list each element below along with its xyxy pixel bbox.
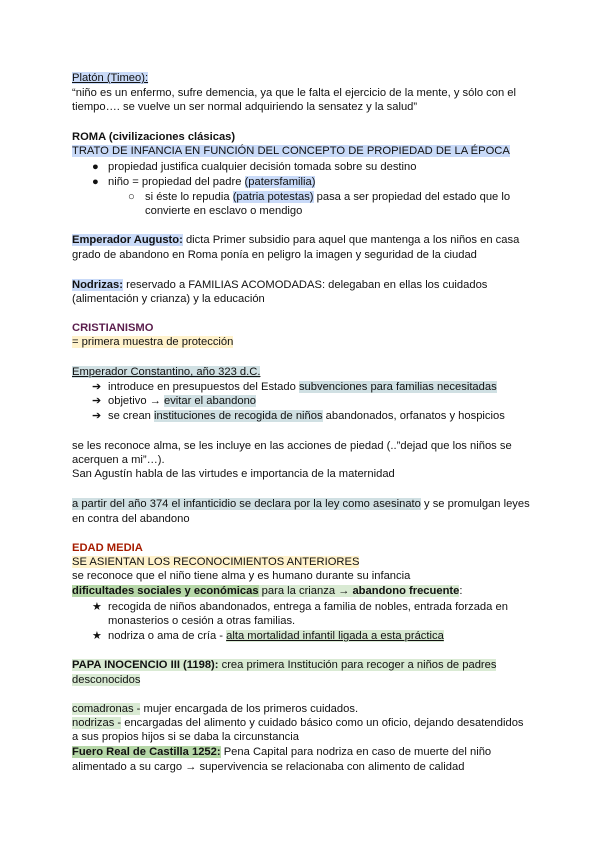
alma-line3: San Agustín habla de las virtudes e importancia de la maternidad	[72, 468, 395, 480]
cristianismo-subtitle: = primera muestra de protección	[72, 336, 234, 348]
roma-subtitle: TRATO DE INFANCIA EN FUNCIÓN DEL CONCEPTO DE PROPIEDAD DE LA ÉPOCA	[72, 145, 510, 157]
roma-bullet-1: propiedad justifica cualquier decisión tomada sobre su destino	[108, 161, 417, 173]
constantino-item-1: introduce en presupuestos del Estado subvenciones para familias necesitadas	[108, 381, 497, 393]
nodrizas-oficio-line1: nodrizas - encargadas del alimento y cuidado básico como un oficio, dejando desatendidos	[72, 717, 524, 729]
bullet-icon: ●	[92, 161, 99, 173]
constantino-item-2: objetivo → evitar el abandono	[108, 395, 257, 407]
edad-media-title: EDAD MEDIA	[72, 542, 143, 554]
edad-media-star-1-cont: monasterios o cesión a otras familias.	[108, 615, 296, 627]
anio374-line2: en contra del abandono	[72, 513, 190, 525]
star-bullet-icon: ★	[92, 630, 103, 642]
alma-line1: se les reconoce alma, se les incluye en las acciones de piedad (..”dejad que los niños se	[72, 440, 512, 452]
constantino-item-3: se crean instituciones de recogida de niños abandonados, orfanatos y hospicios	[108, 410, 505, 422]
platon-quote-line2: tiempo…. se vuelve un ser normal adquiriendo la sensatez y la salud”	[72, 101, 418, 113]
arrow-bullet-icon: ➔	[92, 381, 102, 393]
arrow-bullet-icon: ➔	[92, 395, 102, 407]
circle-bullet-icon: ○	[128, 191, 135, 203]
fuero-line2: alimentado a su cargo → supervivencia se relacionaba con alimento de calidad	[72, 761, 465, 773]
papa-line1: PAPA INOCENCIO III (1198): crea primera Institución para recoger a niños de padres	[72, 659, 497, 671]
edad-media-subtitle: SE ASIENTAN LOS RECONOCIMIENTOS ANTERIORES	[72, 556, 360, 568]
papa-line2: desconocidos	[72, 674, 141, 686]
augusto-line1: Emperador Augusto: dicta Primer subsidio para aquel que mantenga a los niños en casa	[72, 234, 520, 246]
arrow-bullet-icon: ➔	[92, 410, 102, 422]
constantino-title: Emperador Constantino, año 323 d.C.	[72, 366, 261, 378]
augusto-line2: grado de abandono en Roma ponía en peligro la imagen y seguridad de la ciudad	[72, 249, 477, 261]
roma-sub-bullet: si éste lo repudia (patria potestas) pasa a ser propiedad del estado que lo	[145, 191, 511, 203]
edad-media-line2: dificultades sociales y económicas para la crianza → abandono frecuente:	[72, 585, 463, 597]
comadronas-line: comadronas - mujer encargada de los primeros cuidados.	[72, 703, 359, 715]
platon-title: Platón (Timeo):	[72, 72, 149, 84]
anio374-line1: a partir del año 374 el infanticidio se declara por la ley como asesinato y se promulgan leyes	[72, 498, 530, 510]
edad-media-star-2: nodriza o ama de cría - alta mortalidad infantil ligada a esta práctica	[108, 630, 444, 642]
roma-sub-bullet-cont: convierte en esclavo o mendigo	[145, 205, 303, 217]
nodrizas-line1: Nodrizas: reservado a FAMILIAS ACOMODADAS: delegaban en ellas los cuidados	[72, 279, 488, 291]
alma-line2: acerquen a mi”…).	[72, 454, 165, 466]
edad-media-star-1: recogida de niños abandonados, entrega a familia de nobles, entrada forzada en	[108, 601, 508, 613]
star-bullet-icon: ★	[92, 601, 103, 613]
nodrizas-line2: (alimentación y crianza) y la educación	[72, 293, 265, 305]
bullet-icon: ●	[92, 176, 99, 188]
platon-quote-line1: “niño es un enfermo, sufre demencia, ya que le falta el ejercicio de la mente, y sólo con el	[72, 87, 517, 99]
nodrizas-oficio-line2: a sus propios hijos si se daba la circunstancia	[72, 731, 299, 743]
fuero-line1: Fuero Real de Castilla 1252: Pena Capital para nodriza en caso de muerte del niño	[72, 746, 492, 758]
roma-bullet-2: niño = propiedad del padre (patersfamilia)	[108, 176, 316, 188]
roma-title: ROMA (civilizaciones clásicas)	[72, 131, 236, 143]
edad-media-line1: se reconoce que el niño tiene alma y es humano durante su infancia	[72, 570, 411, 582]
cristianismo-title: CRISTIANISMO	[72, 322, 154, 334]
